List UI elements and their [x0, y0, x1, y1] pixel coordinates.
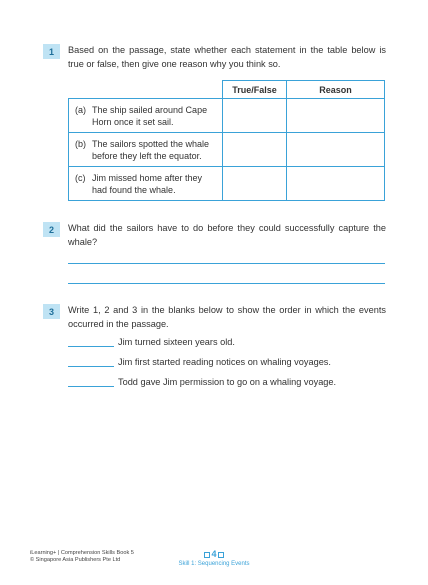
true-false-answer-cell[interactable]: [223, 99, 287, 133]
statement-text: The sailors spotted the whale before they left the equator.: [92, 138, 210, 161]
square-icon: [204, 552, 210, 558]
statement-label: (c): [75, 172, 86, 183]
question-2-text: What did the sailors have to do before they could successfully capture the whale?: [68, 223, 386, 247]
statement-cell: [69, 99, 223, 133]
event-text: Jim turned sixteen years old.: [118, 337, 235, 347]
question-3-text: Write 1, 2 and 3 in the blanks below to show the order in which the events occurred in the passage.: [68, 305, 386, 329]
skill-label: Skill 1: Sequencing Events: [178, 561, 250, 567]
statement-label: (a): [75, 104, 86, 115]
table-header-reason: Reason: [287, 81, 385, 99]
table-header-row: [69, 81, 385, 99]
statement-text: Jim missed home after they had found the whale.: [92, 172, 203, 195]
book-credit: [30, 550, 134, 564]
table-row: [69, 167, 385, 201]
copyright: © Singapore Asia Publishers Pte Ltd: [30, 557, 121, 563]
true-false-answer-cell[interactable]: [223, 167, 287, 201]
question-number-3: 3: [43, 304, 60, 319]
statement-text: The ship sailed around Cape Horn once it set sail.: [92, 104, 208, 127]
table-row: [69, 133, 385, 167]
statement-cell: [69, 133, 223, 167]
page-number: [196, 549, 232, 559]
reason-answer-cell[interactable]: [287, 99, 385, 133]
order-blank[interactable]: [68, 366, 114, 367]
answer-line[interactable]: [68, 283, 385, 284]
table-row: [69, 99, 385, 133]
reason-answer-cell[interactable]: [287, 133, 385, 167]
square-icon: [218, 552, 224, 558]
statement-label: (b): [75, 138, 86, 149]
answer-line[interactable]: [68, 263, 385, 264]
table-header-blank: [69, 81, 223, 99]
event-text: Todd gave Jim permission to go on a whaling voyage.: [118, 377, 337, 387]
order-blank[interactable]: [68, 346, 114, 347]
order-blank[interactable]: [68, 386, 114, 387]
reason-answer-cell[interactable]: [287, 167, 385, 201]
table-header-true-false: True/False: [223, 81, 287, 99]
event-text: Jim first started reading notices on whaling voyages.: [118, 357, 331, 367]
book-title: iLearning+ | Comprehension Skills Book 5: [30, 550, 134, 556]
page-number-text: 4: [211, 549, 217, 559]
true-false-answer-cell[interactable]: [223, 133, 287, 167]
question-1-text: Based on the passage, state whether each statement in the table below is true or false, then give one reason why you think so.: [68, 45, 386, 69]
statement-cell: [69, 167, 223, 201]
true-false-table: [68, 80, 385, 201]
question-number-2: 2: [43, 222, 60, 237]
question-number-1: 1: [43, 44, 60, 59]
